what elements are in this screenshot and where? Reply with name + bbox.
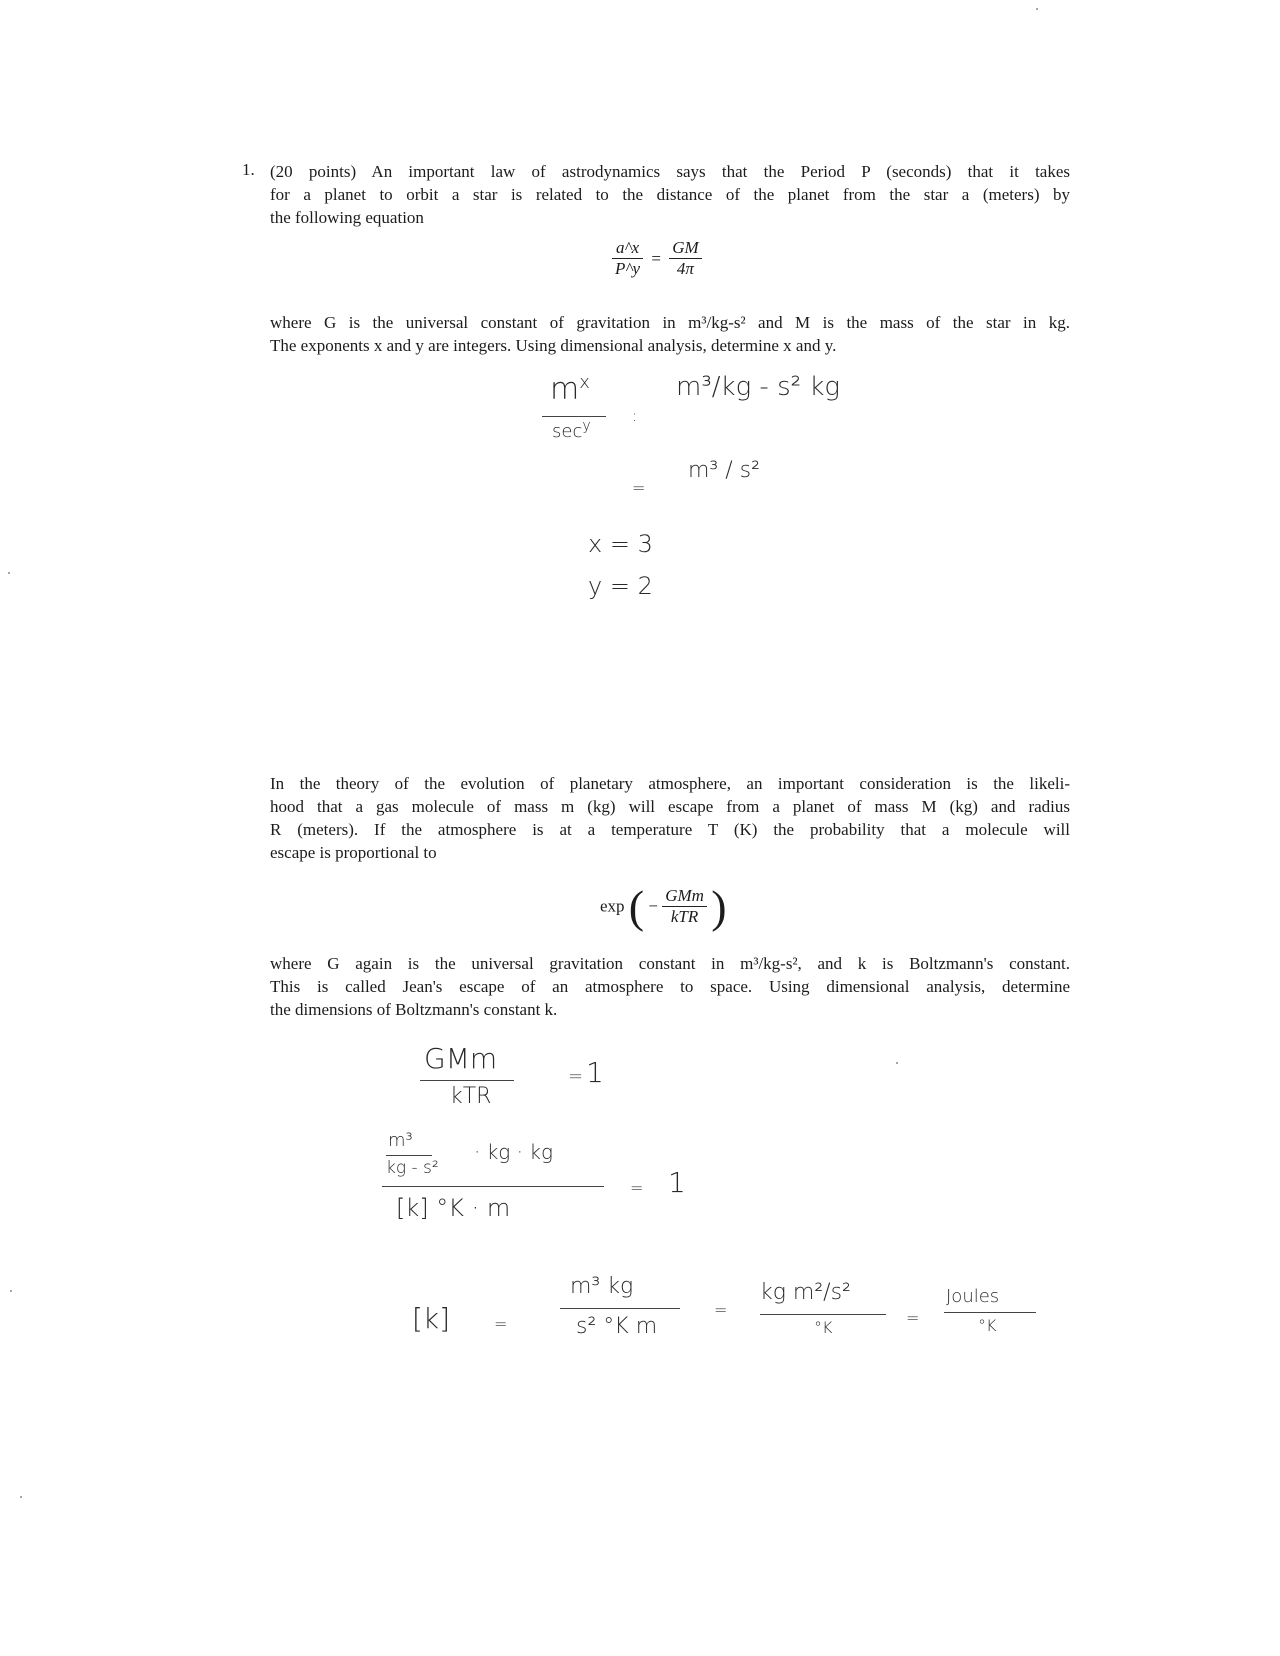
after-eq2-line-3: the dimensions of Boltzmann's constant k. [270,1000,558,1019]
eq1-lhs-numerator: a^x [615,238,640,257]
hw4-one: 1 [586,1056,604,1089]
after-eq1-line-2: The exponents x and y are integers. Using dimensional analysis, determine x and y. [270,336,837,355]
part2-line-1: In the theory of the evolution of planetary atmosphere, an important consideration is the likeli- [270,774,1070,793]
eq1-lhs-fraction [612,238,643,279]
part2-line-2: hood that a gas molecule of mass m (kg) will escape from a planet of mass M (kg) and radius [270,797,1070,816]
jeans-escape-expression [600,880,727,933]
eq2-denominator: kTR [662,906,707,927]
hw5-equals: = [630,1178,644,1197]
eq1-lhs-denominator: P^y [612,258,643,279]
eq1-rhs-numerator: GM [672,238,699,257]
hw6-lhs: [k] [412,1302,451,1335]
scan-speck [20,1496,22,1498]
part2-after-eq2 [270,952,1070,1021]
hw3-y-result: y = 2 [588,572,653,600]
hw5-small-bar [386,1155,432,1156]
part2-line-4: escape is proportional to [270,843,437,862]
part2-intro [270,772,1070,864]
hw5-one: 1 [668,1166,686,1199]
hw1-numerator: $m^x$ [550,372,590,407]
hw4-denominator: kTR [450,1084,492,1109]
hw3-x-result: x = 3 [588,530,653,558]
hw5-fraction-bar [382,1186,604,1187]
hw6-frac1-denominator: s² °K m [576,1314,658,1339]
scan-speck [10,1290,12,1292]
hw1-fraction-bar [542,416,606,417]
scan-speck [1036,8,1038,10]
hw4-fraction-bar [420,1080,514,1081]
hw6-frac1-numerator: m³ kg [570,1274,634,1299]
eq1-equals: = [651,248,661,268]
eq2-numerator: GMm [665,886,704,905]
problem-intro [270,160,1070,229]
hw6-frac3-numerator: Joules [946,1286,1000,1307]
eq2-fraction [662,886,707,927]
hw6-frac2-denominator: °K [814,1318,833,1337]
hw6-frac2-bar [760,1314,886,1315]
scan-speck [8,572,10,574]
after-eq1-line-1: where G is the universal constant of gravitation in m³/kg-s² and M is the mass of the star in kg. [270,313,1070,332]
hw2-rhs: m³ / s² [688,458,760,483]
hw1-denominator: $\sec^y$ [552,418,591,442]
hw6-frac3-bar [944,1312,1036,1313]
hw6-frac3-denominator: °K [978,1316,997,1335]
hw6-equals-3: = [906,1308,920,1327]
eq1-rhs-denominator: 4π [669,258,701,279]
intro-line-3: the following equation [270,208,424,227]
hw4-equals: = [568,1066,584,1087]
eq1-rhs-fraction [669,238,701,279]
intro-line-1: (20 points) An important law of astrodynamics says that the Period P (seconds) that it takes [270,162,1070,181]
after-eq2-line-1: where G again is the universal gravitation constant in m³/kg-s², and k is Boltzmann's constant. [270,954,1070,973]
eq2-close-paren: ) [711,881,727,932]
scan-speck [896,1062,898,1064]
hw5-bottom: [k] °K · m [396,1194,511,1222]
hw5-top-numerator: m³ [388,1130,413,1151]
hw4-numerator: GMm [424,1042,498,1075]
hw6-equals-2: = [714,1300,728,1319]
hw6-equals-1: = [494,1314,508,1333]
hw5-top-denominator: kg - s² [386,1158,439,1178]
hw2-equals: = [632,478,646,497]
hw5-top-multipliers: · kg · kg [474,1140,553,1164]
intro-line-2: for a planet to orbit a star is related to the distance of the planet from the star a (meters) by [270,185,1070,204]
hw1-rhs: m³/kg - s² kg [676,372,840,402]
after-eq2-line-2: This is called Jean's escape of an atmosphere to space. Using dimensional analysis, determine [270,977,1070,996]
problem-after-eq1 [270,311,1070,357]
kepler-equation [612,238,702,279]
eq2-minus: − [648,896,658,916]
part2-line-3: R (meters). If the atmosphere is at a temperature T (K) the probability that a molecule will [270,820,1070,839]
hw1-colon: : [632,406,638,425]
problem-number: 1. [242,160,255,179]
hw6-frac1-bar [560,1308,680,1309]
hw6-frac2-numerator: kg m²/s² [760,1280,851,1305]
eq2-open-paren: ( [628,881,645,932]
eq2-exp: exp [600,896,625,916]
